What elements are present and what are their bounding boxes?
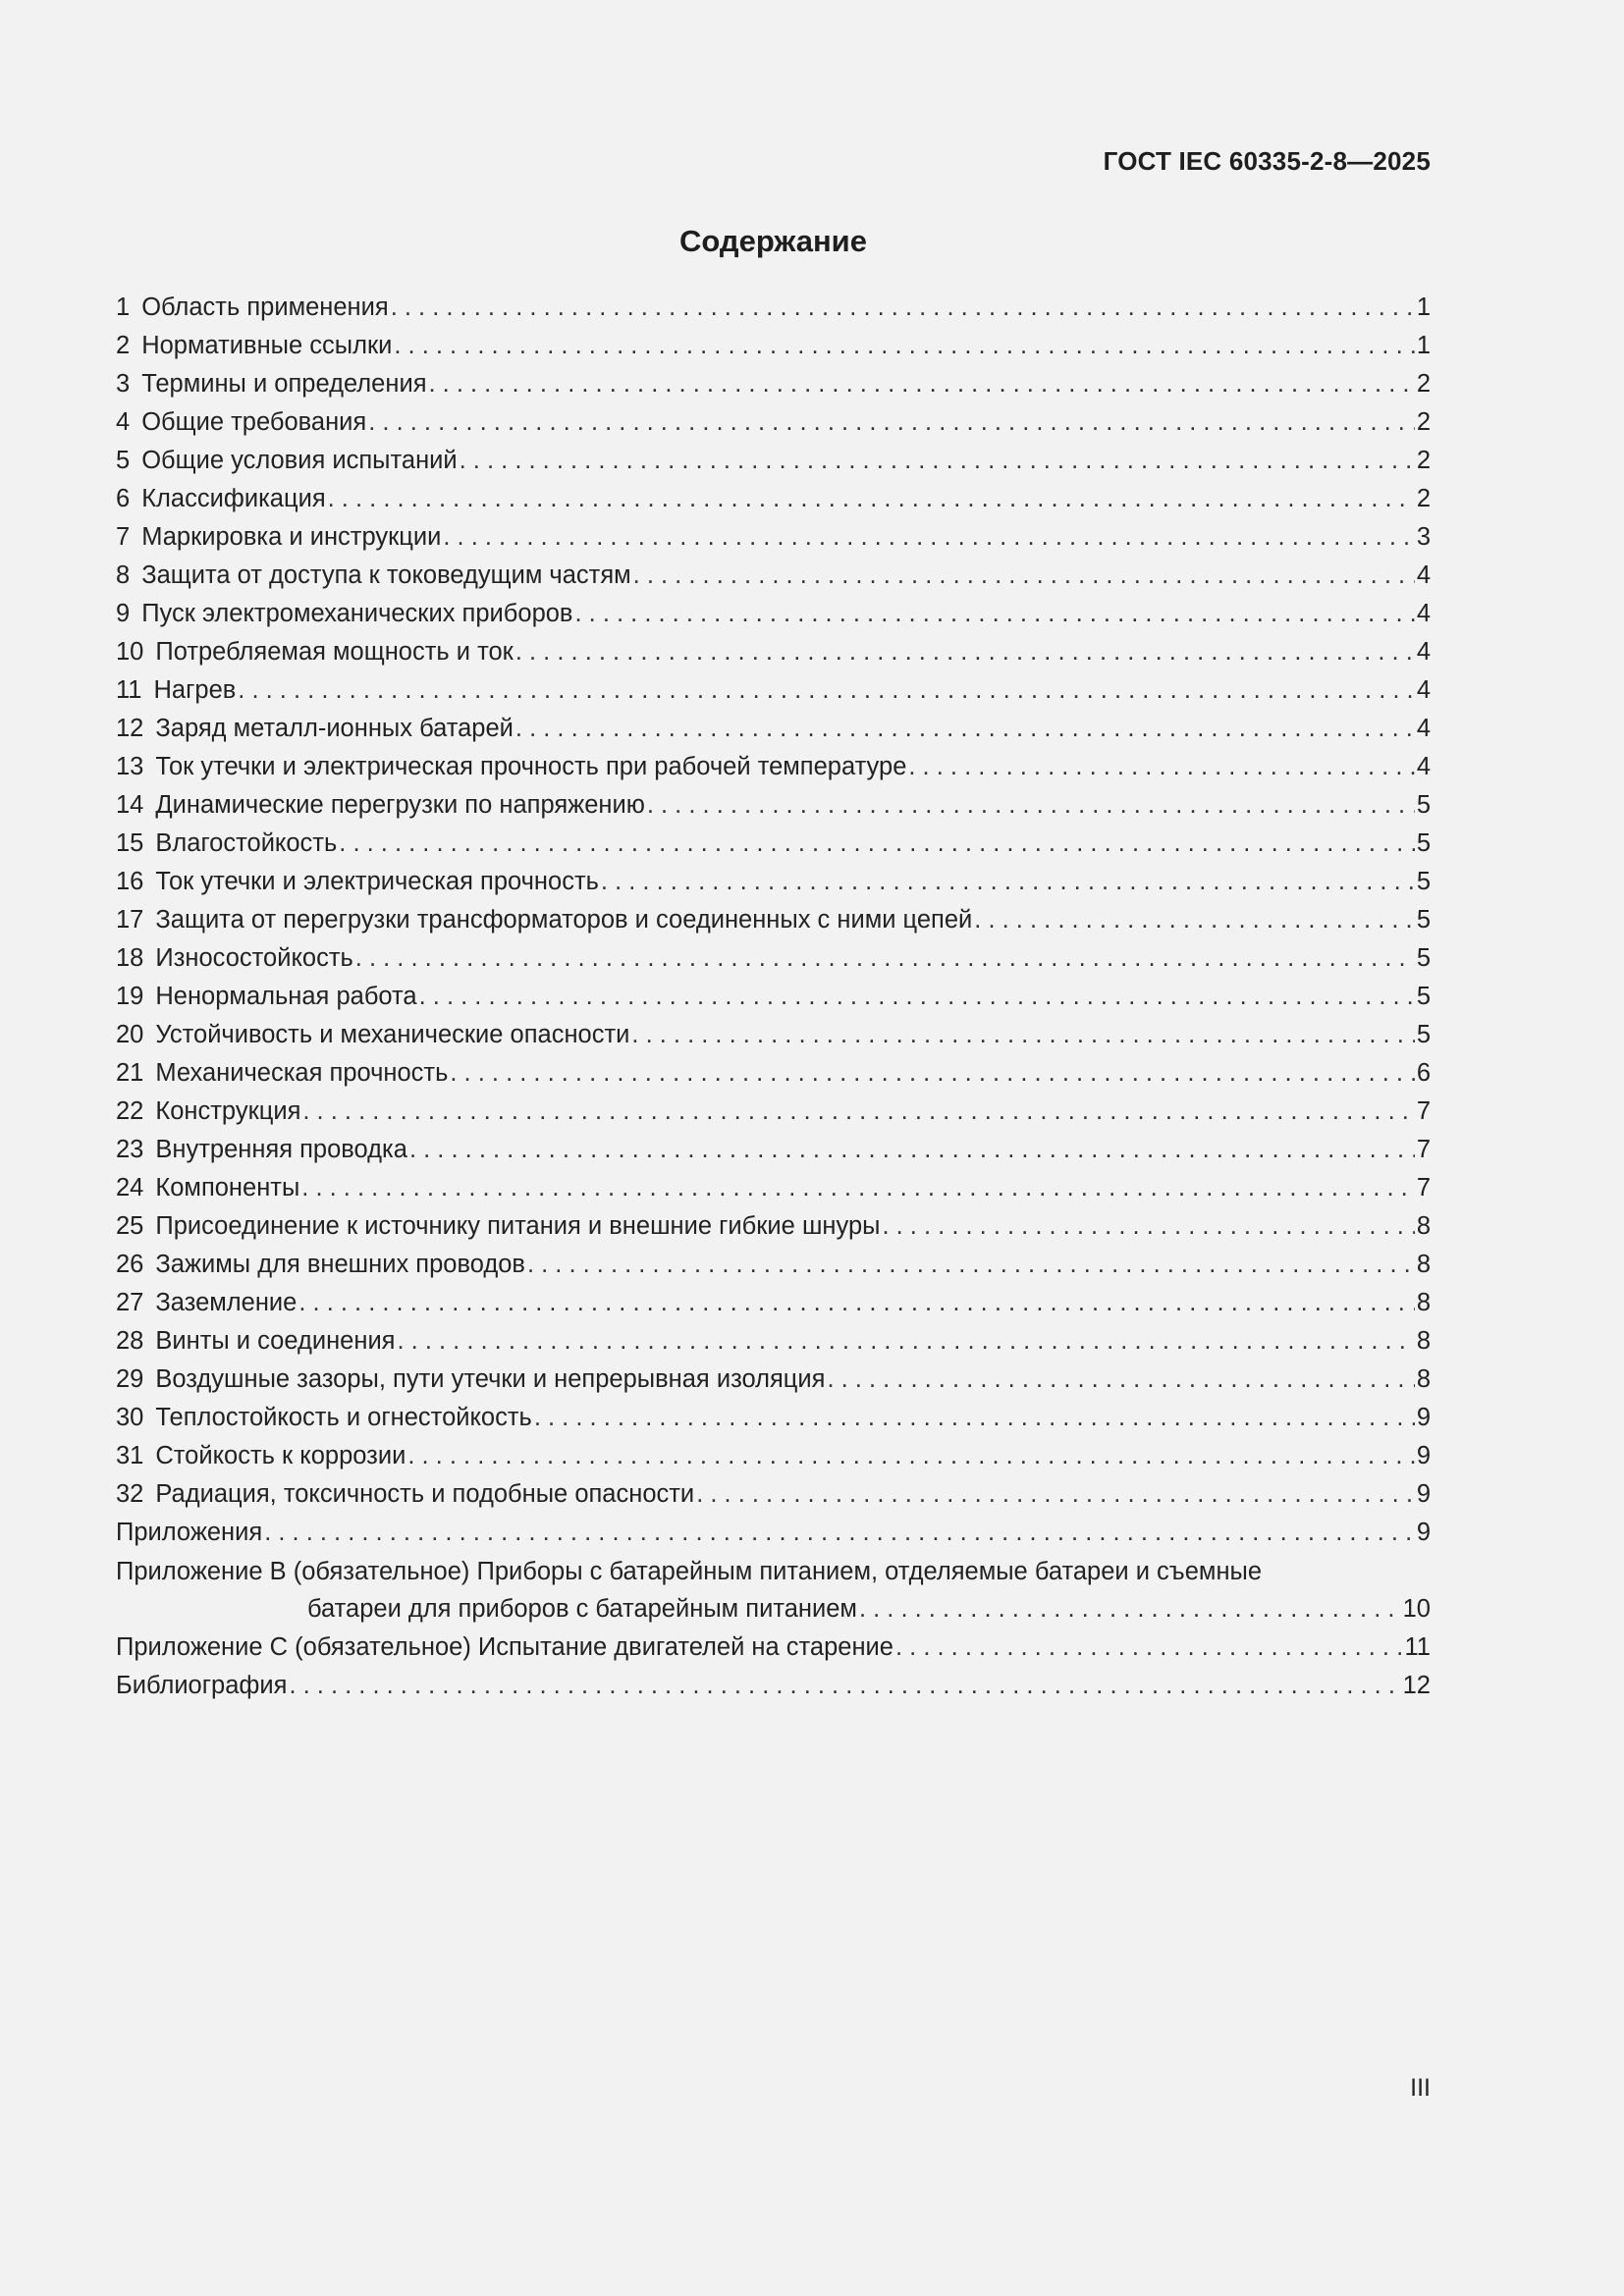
toc-entry-label: Радиация, токсичность и подобные опасности xyxy=(155,1480,695,1508)
toc-leader-dots xyxy=(355,940,1415,976)
toc-entry[interactable] xyxy=(116,481,1431,519)
toc-entry-title xyxy=(116,290,391,325)
toc-entry[interactable] xyxy=(116,864,1431,902)
toc-entry-page: 10 xyxy=(1402,1595,1431,1623)
toc-entry[interactable] xyxy=(116,328,1431,366)
toc-entry-page: 9 xyxy=(1416,1442,1431,1469)
toc-leader-dots xyxy=(429,366,1415,401)
toc-entry-label: Область применения xyxy=(141,294,389,321)
toc-entry-number: 18 xyxy=(116,944,144,972)
toc-entry[interactable] xyxy=(116,634,1431,672)
toc-entry-number: 4 xyxy=(116,408,131,436)
toc-entry-number: 13 xyxy=(116,753,144,780)
toc-entry[interactable] xyxy=(116,1170,1431,1208)
toc-leader-dots xyxy=(419,979,1415,1014)
toc-entries xyxy=(116,290,1431,1515)
toc-entry-page: 9 xyxy=(1416,1519,1431,1546)
toc-entry-title xyxy=(116,672,238,708)
toc-entry-title: Приложение С (обязательное) Испытание двигателей на старение xyxy=(116,1633,893,1661)
toc-entry-page: 1 xyxy=(1416,332,1431,359)
toc-entry[interactable] xyxy=(116,787,1431,826)
toc-leader-dots xyxy=(238,672,1415,708)
toc-entry[interactable] xyxy=(116,1285,1431,1323)
toc-entry-page: 5 xyxy=(1416,868,1431,895)
toc-leader-dots xyxy=(908,749,1414,784)
toc-entry[interactable] xyxy=(116,404,1431,443)
toc-entry-page: 5 xyxy=(1416,983,1431,1010)
toc-entry-number: 29 xyxy=(116,1365,144,1393)
toc-entry[interactable] xyxy=(116,1017,1431,1055)
toc-leader-dots xyxy=(534,1400,1415,1435)
toc-entry-number: 2 xyxy=(116,332,131,359)
toc-entry[interactable] xyxy=(116,749,1431,787)
toc-entry-number: 28 xyxy=(116,1327,144,1355)
toc-entry[interactable] xyxy=(116,711,1431,749)
toc-entry-page: 4 xyxy=(1416,638,1431,666)
toc-leader-dots xyxy=(407,1438,1414,1473)
toc-entry-annexes[interactable] xyxy=(116,1515,1431,1553)
toc-entry-label: Защита от перегрузки трансформаторов и соединенных с ними цепей xyxy=(155,906,973,934)
toc-entry-number: 17 xyxy=(116,906,144,934)
toc-leader-dots xyxy=(631,1017,1414,1052)
toc-entry-page: 1 xyxy=(1416,294,1431,321)
toc-entry-page: 5 xyxy=(1416,791,1431,819)
toc-entry-title xyxy=(116,1094,302,1129)
toc-entry-title xyxy=(116,1017,631,1052)
toc-entry-page: 8 xyxy=(1416,1251,1431,1278)
toc-entry-page: 12 xyxy=(1402,1672,1431,1699)
toc-leader-dots xyxy=(289,1668,1400,1703)
toc-entry-number: 9 xyxy=(116,600,131,627)
toc-entry-page: 4 xyxy=(1416,600,1431,627)
toc-entry-page: 4 xyxy=(1416,753,1431,780)
toc-entry[interactable] xyxy=(116,558,1431,596)
toc-entry-label: Винты и соединения xyxy=(155,1327,396,1355)
toc-entry[interactable] xyxy=(116,940,1431,979)
toc-entry-page: 2 xyxy=(1416,447,1431,474)
toc-entry-title xyxy=(116,711,515,746)
toc-entry[interactable] xyxy=(116,826,1431,864)
toc-leader-dots xyxy=(859,1591,1401,1627)
toc-entry[interactable] xyxy=(116,1476,1431,1515)
toc-entry-number: 30 xyxy=(116,1404,144,1431)
toc-entry-title xyxy=(116,1132,409,1167)
toc-entry[interactable] xyxy=(116,519,1431,558)
toc-entry[interactable] xyxy=(116,366,1431,404)
toc-entry-label: Динамические перегрузки по напряжению xyxy=(155,791,645,819)
toc-entry-title xyxy=(116,1170,301,1205)
toc-entry-annex-b[interactable] xyxy=(116,1553,1431,1629)
toc-entry[interactable] xyxy=(116,1055,1431,1094)
toc-entry-page: 4 xyxy=(1416,715,1431,742)
toc-entry-title-line2: батареи для приборов с батарейным питанием xyxy=(307,1595,857,1623)
toc-entry-page: 8 xyxy=(1416,1327,1431,1355)
toc-entry-number: 8 xyxy=(116,561,131,589)
toc-entry-label: Заземление xyxy=(155,1289,298,1316)
toc-entry-label: Стойкость к коррозии xyxy=(155,1442,406,1469)
toc-entry-number: 19 xyxy=(116,983,144,1010)
toc-entry-label: Устойчивость и механические опасности xyxy=(155,1021,630,1048)
toc-entry-label: Присоединение к источнику питания и внешние гибкие шнуры xyxy=(155,1212,881,1240)
toc-entry-label: Нормативные ссылки xyxy=(141,332,393,359)
toc-entry[interactable] xyxy=(116,1438,1431,1476)
toc-leader-dots xyxy=(647,787,1415,823)
toc-leader-dots xyxy=(391,290,1415,325)
toc-entry-label: Общие условия испытаний xyxy=(141,447,458,474)
toc-entry-label: Воздушные зазоры, пути утечки и непрерывная изоляция xyxy=(155,1365,826,1393)
toc-entry[interactable] xyxy=(116,1400,1431,1438)
toc-entry-title: Приложения xyxy=(116,1519,263,1546)
toc-leader-dots xyxy=(339,826,1415,861)
toc-leader-dots xyxy=(696,1476,1415,1512)
toc-entry-page: 6 xyxy=(1416,1059,1431,1087)
toc-leader-dots xyxy=(827,1362,1414,1397)
toc-entry-title xyxy=(116,1055,450,1091)
toc-entry-title xyxy=(116,1362,827,1397)
toc-leader-dots xyxy=(882,1208,1414,1244)
toc-title: Содержание xyxy=(679,224,867,258)
toc-leader-dots xyxy=(443,519,1414,555)
toc-entry-title xyxy=(116,787,647,823)
toc-leader-dots xyxy=(633,558,1415,593)
toc-entry-title xyxy=(116,1438,407,1473)
toc-entry[interactable] xyxy=(116,1132,1431,1170)
toc-entry-label: Конструкция xyxy=(155,1097,301,1125)
toc-leader-dots xyxy=(895,1629,1403,1665)
toc-entry-title xyxy=(116,902,974,937)
toc-entry-title xyxy=(116,404,368,440)
toc-entry-label: Ток утечки и электрическая прочность при рабочей температуре xyxy=(155,753,907,780)
toc-list xyxy=(116,290,1431,1706)
document-code: ГОСТ IEC 60335-2-8—2025 xyxy=(1103,146,1431,176)
toc-leader-dots xyxy=(328,481,1415,516)
toc-entry-number: 14 xyxy=(116,791,144,819)
toc-entry-number: 10 xyxy=(116,638,144,666)
toc-entry-number: 3 xyxy=(116,370,131,398)
toc-entry-page: 7 xyxy=(1416,1097,1431,1125)
toc-entry[interactable] xyxy=(116,1094,1431,1132)
toc-entry-title xyxy=(116,826,339,861)
toc-entry-page: 5 xyxy=(1416,944,1431,972)
toc-entry-label: Потребляемая мощность и ток xyxy=(155,638,514,666)
toc-entry-title xyxy=(116,1323,398,1359)
toc-leader-dots xyxy=(301,1170,1415,1205)
toc-entry-page: 9 xyxy=(1416,1480,1431,1508)
toc-leader-dots xyxy=(298,1285,1414,1320)
toc-entry-continuation xyxy=(116,1591,1431,1629)
toc-entry-label: Внутренняя проводка xyxy=(155,1136,407,1163)
toc-entry-label: Маркировка и инструкции xyxy=(141,523,442,551)
toc-entry-number: 26 xyxy=(116,1251,144,1278)
toc-leader-dots xyxy=(450,1055,1414,1091)
toc-entry-page: 5 xyxy=(1416,1021,1431,1048)
toc-entry-number: 6 xyxy=(116,485,131,512)
toc-entry-label: Защита от доступа к токоведущим частям xyxy=(141,561,631,589)
toc-leader-dots xyxy=(409,1132,1415,1167)
toc-leader-dots xyxy=(601,864,1415,899)
toc-entry-label: Влагостойкость xyxy=(155,829,338,857)
toc-leader-dots xyxy=(574,596,1414,631)
toc-entry-title xyxy=(116,940,355,976)
toc-entry-page: 4 xyxy=(1416,676,1431,704)
toc-leader-dots xyxy=(527,1247,1415,1282)
toc-entry-page: 4 xyxy=(1416,561,1431,589)
toc-entry[interactable] xyxy=(116,672,1431,711)
toc-entry-title xyxy=(116,1247,527,1282)
toc-entry-number: 31 xyxy=(116,1442,144,1469)
toc-entry-title xyxy=(116,634,515,669)
toc-entry-title xyxy=(116,749,908,784)
toc-entry-label: Механическая прочность xyxy=(155,1059,449,1087)
toc-leader-dots xyxy=(398,1323,1415,1359)
toc-entry-title xyxy=(116,1208,882,1244)
toc-entry-page: 5 xyxy=(1416,906,1431,934)
toc-entry-bibliography[interactable] xyxy=(116,1668,1431,1706)
toc-entry-number: 22 xyxy=(116,1097,144,1125)
toc-entry[interactable] xyxy=(116,979,1431,1017)
toc-leader-dots xyxy=(264,1515,1415,1550)
toc-entry-number: 32 xyxy=(116,1480,144,1508)
toc-entry[interactable] xyxy=(116,290,1431,328)
toc-entry-annex-c[interactable] xyxy=(116,1629,1431,1668)
page-number: III xyxy=(1410,2074,1431,2102)
toc-entry-label: Компоненты xyxy=(155,1174,300,1201)
toc-leader-dots xyxy=(515,711,1415,746)
toc-entry-title-line1: Приложение В (обязательное) Приборы с батарейным питанием, отделяемые батареи и съемные xyxy=(116,1558,1263,1585)
toc-entry-number: 15 xyxy=(116,829,144,857)
toc-entry[interactable] xyxy=(116,1208,1431,1247)
toc-entry-title xyxy=(116,1400,534,1435)
toc-leader-dots xyxy=(515,634,1415,669)
toc-entry-number: 7 xyxy=(116,523,131,551)
toc-entry-label: Заряд металл-ионных батарей xyxy=(155,715,514,742)
toc-entry-title: Библиография xyxy=(116,1672,288,1699)
toc-entry-page: 3 xyxy=(1416,523,1431,551)
toc-entry-title xyxy=(116,979,419,1014)
toc-entry-label: Ненормальная работа xyxy=(155,983,417,1010)
toc-entry-number: 21 xyxy=(116,1059,144,1087)
toc-entry-label: Термины и определения xyxy=(141,370,427,398)
toc-entry-label: Теплостойкость и огнестойкость xyxy=(155,1404,532,1431)
toc-entry[interactable] xyxy=(116,1323,1431,1362)
toc-entry-number: 20 xyxy=(116,1021,144,1048)
toc-entry-page: 2 xyxy=(1416,370,1431,398)
toc-leader-dots xyxy=(460,443,1415,478)
toc-entry-page: 2 xyxy=(1416,408,1431,436)
toc-entry-title xyxy=(116,864,601,899)
toc-entry-page: 2 xyxy=(1416,485,1431,512)
toc-entry-number: 27 xyxy=(116,1289,144,1316)
toc-entry[interactable] xyxy=(116,596,1431,634)
toc-entry-page: 7 xyxy=(1416,1136,1431,1163)
toc-entry-page: 5 xyxy=(1416,829,1431,857)
toc-entry-label: Классификация xyxy=(141,485,326,512)
toc-entry-number: 16 xyxy=(116,868,144,895)
toc-entry-label: Износостойкость xyxy=(155,944,353,972)
toc-entry-title xyxy=(116,1476,696,1512)
toc-entry-label: Зажимы для внешних проводов xyxy=(155,1251,525,1278)
toc-entry-number: 12 xyxy=(116,715,144,742)
toc-entry-number: 25 xyxy=(116,1212,144,1240)
toc-entry[interactable] xyxy=(116,1247,1431,1285)
toc-entry-page: 8 xyxy=(1416,1212,1431,1240)
toc-entry-number: 23 xyxy=(116,1136,144,1163)
toc-entry[interactable] xyxy=(116,902,1431,940)
toc-entry-label: Нагрев xyxy=(153,676,237,704)
toc-entry-number: 24 xyxy=(116,1174,144,1201)
toc-entry[interactable] xyxy=(116,443,1431,481)
toc-leader-dots xyxy=(394,328,1414,363)
toc-entry-page: 7 xyxy=(1416,1174,1431,1201)
toc-entry-title xyxy=(116,366,429,401)
toc-entry-title xyxy=(116,596,574,631)
toc-entry-title xyxy=(116,481,328,516)
toc-entry-label: Общие требования xyxy=(141,408,367,436)
toc-entry-label: Пуск электромеханических приборов xyxy=(141,600,573,627)
toc-leader-dots xyxy=(368,404,1415,440)
toc-entry-number: 5 xyxy=(116,447,131,474)
toc-entry[interactable] xyxy=(116,1362,1431,1400)
toc-leader-dots xyxy=(302,1094,1414,1129)
toc-entry-title xyxy=(116,558,633,593)
toc-entry-page: 8 xyxy=(1416,1365,1431,1393)
toc-entry-title xyxy=(116,519,443,555)
toc-entry-title xyxy=(116,1285,298,1320)
toc-leader-dots xyxy=(974,902,1415,937)
toc-entry-number: 11 xyxy=(116,676,142,704)
toc-entry-page: 8 xyxy=(1416,1289,1431,1316)
toc-entry-page: 11 xyxy=(1404,1633,1431,1661)
toc-entry-page: 9 xyxy=(1416,1404,1431,1431)
toc-entry-number: 1 xyxy=(116,294,131,321)
toc-entry-title xyxy=(116,443,460,478)
toc-entry-label: Ток утечки и электрическая прочность xyxy=(155,868,599,895)
toc-entry-title xyxy=(116,328,394,363)
